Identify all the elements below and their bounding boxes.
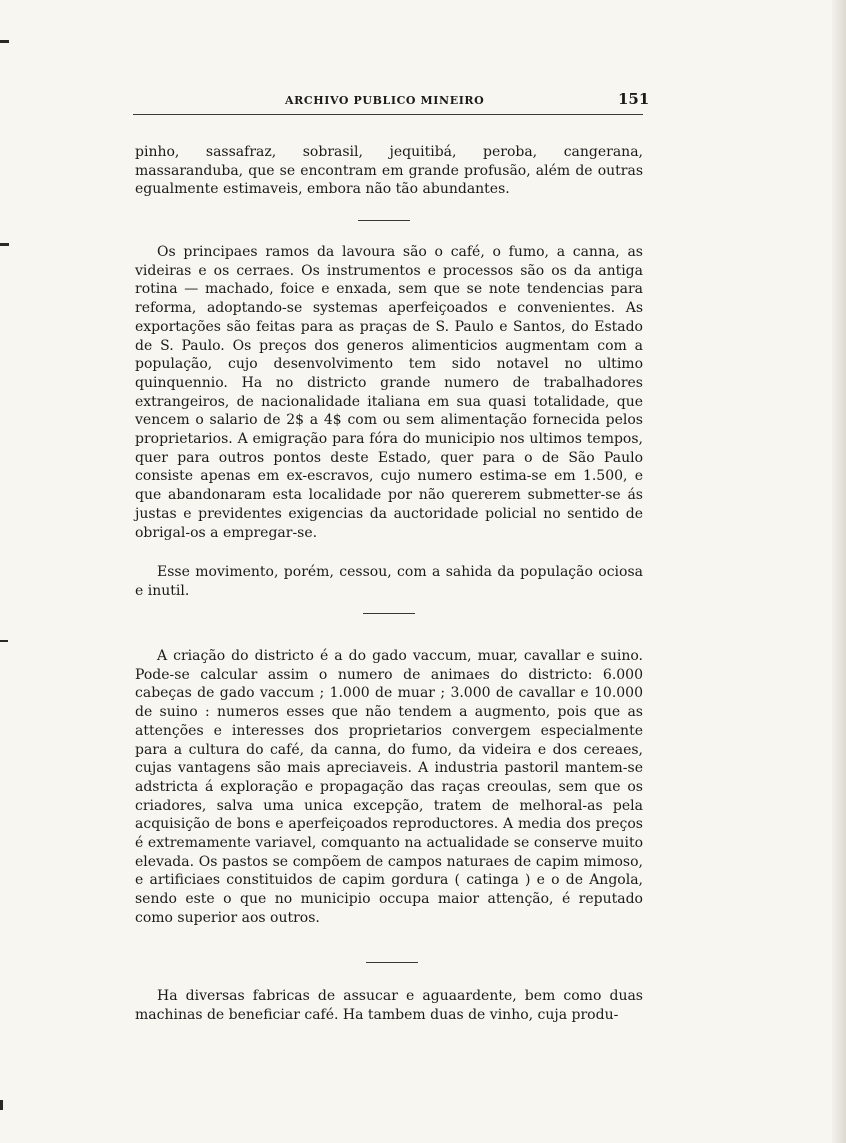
paragraph-text: Os principaes ramos da lavoura são o café, o fumo, a canna, as videiras e os cerraes. Os instrumentos e processos são os da antiga rotina — machado, foice e enxada, sem que se note tendencias para reforma, adoptando-se systemas aperfeiçoados e convenientes. As exportações são feitas para as praças de S. Paulo e Santos, do Estado de S. Paulo. Os preços dos generos alimenticios augmentam com a população, cujo desenvolvimento tem sido notavel no ultimo quinquennio. Ha no districto grande numero de trabalhadores extrangeiros, de nacionalidade italiana em sua quasi totalidade, que vencem o salario de 2$ a 4$ com ou sem alimentação fornecida pelos proprietarios. A emigração para fóra do municipio nos ultimos tempos, quer para outros pontos deste Estado, quer para o de São Paulo consiste apenas em ex-escravos, cujo numero estima-se em 1.500, e que abandonaram esta localidade por não quererem submetter-se ás justas e previdentes exigencias da auctoridade policial no sentido de obrigal-os a empregar-se. <box>135 244 643 541</box>
paragraph-text: Ha diversas fabricas de assucar e aguaardente, bem como duas machinas de beneficiar café. Ha tambem duas de vinho, cuja produ- <box>135 988 643 1023</box>
paragraph-text: Esse movimento, porém, cessou, com a sahida da população ociosa e inutil. <box>135 564 643 599</box>
binding-mark <box>0 40 9 43</box>
binding-mark <box>0 243 9 246</box>
running-head: ARCHIVO PUBLICO MINEIRO <box>285 94 485 107</box>
paragraph-text: A criação do districto é a do gado vaccum, muar, cavallar e suino. Pode-se calcular assim o numero de animaes do districto: 6.000 cabeças de gado vaccum ; 1.000 de muar ; 3.000 de cavallar e 10.000 de suino : numeros esses que não tendem a augmento, pois que as attenções e interesses dos proprietarios convergem especialmente para a cultura do café, da canna, do fumo, da videira e dos cereaes, cujas vantagens são mais apreciaveis. A industria pastoril mantem-se adstricta á exploração e propagação das raças creoulas, sem que os criadores, salva uma unica excepção, tratem de melhoral-as pela acquisição de bons e aperfeiçoados reproductores. A media dos preços é extremamente variavel, comquanto na actualidade se conserve muito elevada. Os pastos se compõem de campos naturaes de capim mimoso, e artificiaes constituidos de capim gordura ( catinga ) e o de Angola, sendo este o que no municipio occupa maior attenção, é reputado como superior aos outros. <box>135 648 643 926</box>
paragraph-3 <box>135 563 643 600</box>
paragraph-1 <box>135 143 643 199</box>
page-number: 151 <box>618 90 650 108</box>
page-header <box>133 90 650 112</box>
paragraph-2 <box>135 243 643 542</box>
binding-mark <box>0 1100 3 1110</box>
section-separator <box>358 220 410 221</box>
section-separator <box>363 613 415 614</box>
paragraph-text: pinho, sassafraz, sobrasil, jequitibá, peroba, cangerana, massaranduba, que se encontram em grande profusão, além de outras egualmente estimaveis, embora não tão abundantes. <box>135 144 643 198</box>
section-separator <box>366 962 418 963</box>
paragraph-5 <box>135 987 643 1024</box>
paragraph-4 <box>135 647 643 928</box>
binding-mark <box>0 640 8 642</box>
header-rule <box>133 114 643 115</box>
page-edge-shadow <box>832 0 846 1143</box>
